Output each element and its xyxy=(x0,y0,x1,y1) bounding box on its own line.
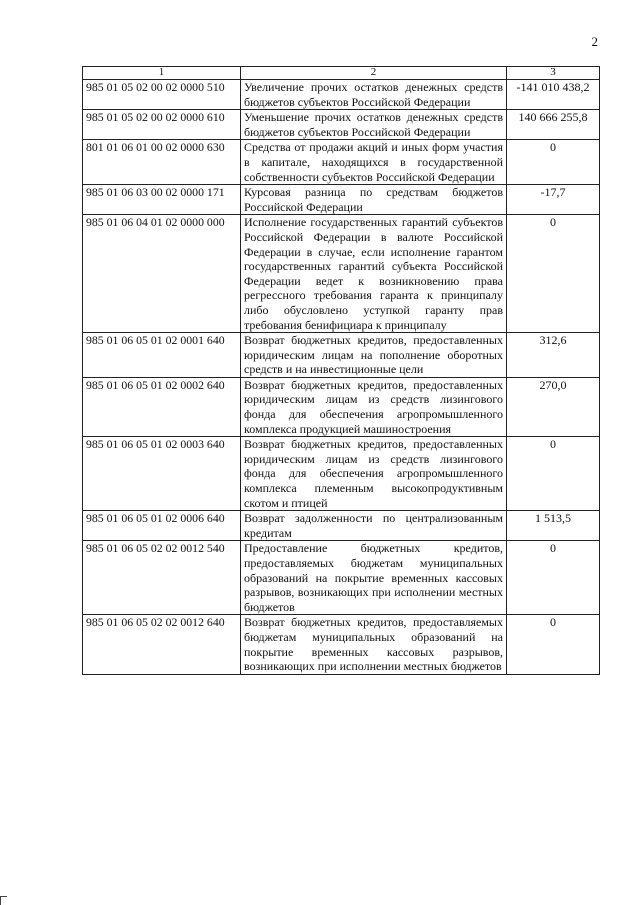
amount-cell: 140 666 255,8 xyxy=(507,110,600,140)
budget-code-cell: 985 01 06 04 01 02 0000 000 xyxy=(83,215,241,333)
budget-code-cell: 985 01 05 02 00 02 0000 510 xyxy=(83,80,241,110)
amount-cell: -17,7 xyxy=(507,185,600,215)
amount-cell: -141 010 438,2 xyxy=(507,80,600,110)
description-cell: Средства от продажи акций и иных форм участия в капитале, находящихся в государственной собственности субъектов Российской Федерации xyxy=(241,140,507,185)
table-row xyxy=(83,377,600,436)
table-row xyxy=(83,140,600,185)
budget-code-cell: 985 01 06 05 02 02 0012 640 xyxy=(83,615,241,674)
budget-code-cell: 985 01 06 05 02 02 0012 540 xyxy=(83,541,241,615)
page-number: 2 xyxy=(591,34,598,49)
amount-cell: 0 xyxy=(507,615,600,674)
table-row xyxy=(83,185,600,215)
amount-cell: 312,6 xyxy=(507,333,600,378)
table-row xyxy=(83,615,600,674)
table-row xyxy=(83,80,600,110)
amount-cell: 0 xyxy=(507,140,600,185)
amount-cell: 0 xyxy=(507,215,600,333)
description-cell: Возврат бюджетных кредитов, предоставленных юридическим лицам из средств лизингового фонда для обеспечения агропромышленного комплекса племенным высокопродуктивным скотом и птицей xyxy=(241,437,507,511)
budget-code-cell: 985 01 06 05 01 02 0002 640 xyxy=(83,377,241,436)
description-cell: Возврат бюджетных кредитов, предоставленных юридическим лицам из средств лизингового фонда для обеспечения агропромышленного комплекса продукцией машиностроения xyxy=(241,377,507,436)
amount-cell: 0 xyxy=(507,437,600,511)
table-row xyxy=(83,215,600,333)
table-row xyxy=(83,511,600,541)
budget-code-cell: 985 01 06 05 01 02 0001 640 xyxy=(83,333,241,378)
budget-code-cell: 985 01 06 05 01 02 0003 640 xyxy=(83,437,241,511)
column-header-description: 2 xyxy=(241,67,507,80)
table-row xyxy=(83,110,600,140)
amount-cell: 270,0 xyxy=(507,377,600,436)
description-cell: Исполнение государственных гарантий субъектов Российской Федерации в валюте Российской Федерации в случае, если исполнение гарантом государственных гарантий субъекта Российской Федерации ведет к возникновению права регрессного требования гаранта к принципалу либо обусловлено уступкой гаранту прав требования бенифициара к принципалу xyxy=(241,215,507,333)
table-row xyxy=(83,437,600,511)
budget-code-cell: 985 01 06 05 01 02 0006 640 xyxy=(83,511,241,541)
column-header-code: 1 xyxy=(83,67,241,80)
description-cell: Курсовая разница по средствам бюджетов Российской Федерации xyxy=(241,185,507,215)
description-cell: Возврат задолженности по централизованным кредитам xyxy=(241,511,507,541)
budget-code-cell: 985 01 05 02 00 02 0000 610 xyxy=(83,110,241,140)
scan-corner-mark xyxy=(0,896,7,905)
amount-cell: 1 513,5 xyxy=(507,511,600,541)
table-row xyxy=(83,541,600,615)
budget-code-cell: 801 01 06 01 00 02 0000 630 xyxy=(83,140,241,185)
table-header-row xyxy=(83,67,600,80)
amount-cell: 0 xyxy=(507,541,600,615)
description-cell: Увеличение прочих остатков денежных средств бюджетов субъектов Российской Федерации xyxy=(241,80,507,110)
description-cell: Возврат бюджетных кредитов, предоставленных юридическим лицам на пополнение оборотных средств и на инвестиционные цели xyxy=(241,333,507,378)
budget-code-cell: 985 01 06 03 00 02 0000 171 xyxy=(83,185,241,215)
budget-sources-table xyxy=(82,66,600,675)
column-header-amount: 3 xyxy=(507,67,600,80)
description-cell: Возврат бюджетных кредитов, предоставляемых бюджетам муниципальных образований на покрытие временных кассовых разрывов, возникающих при исполнении местных бюджетов xyxy=(241,615,507,674)
description-cell: Предоставление бюджетных кредитов, предоставляемых бюджетам муниципальных образований на покрытие временных кассовых разрывов, возникающих при исполнении местных бюджетов xyxy=(241,541,507,615)
description-cell: Уменьшение прочих остатков денежных средств бюджетов субъектов Российской Федерации xyxy=(241,110,507,140)
table-row xyxy=(83,333,600,378)
